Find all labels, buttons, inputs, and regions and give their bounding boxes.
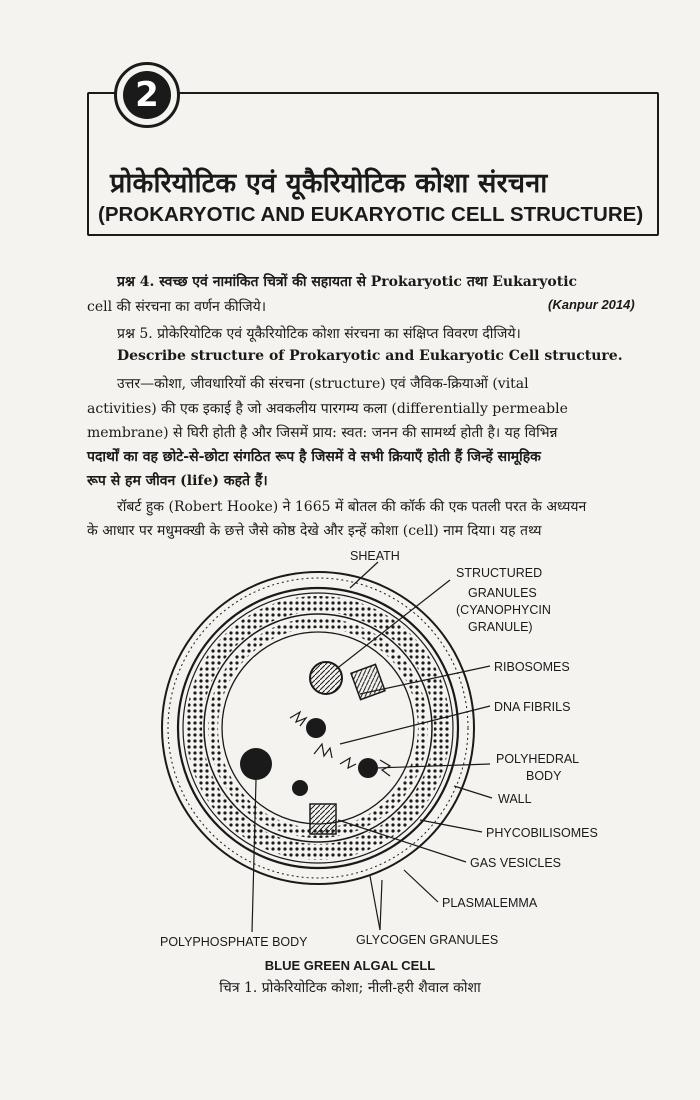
chapter-title-hindi: प्रोकेरियोटिक एवं यूकैरियोटिक कोशा संरचना bbox=[110, 168, 548, 199]
polyphosphate-body bbox=[240, 748, 272, 780]
label-wall: WALL bbox=[498, 792, 532, 806]
chapter-title-english: (PROKARYOTIC AND EUKARYOTIC CELL STRUCTURE) bbox=[98, 203, 644, 226]
answer-line1: उत्तर—कोशा, जीवधारियों की संरचना (structure) एवं जैविक-क्रियाओं (vital bbox=[117, 376, 529, 392]
question4-citation: (Kanpur 2014) bbox=[548, 297, 635, 312]
label-granule: GRANULE) bbox=[468, 620, 533, 634]
question5-line1: प्रश्न 5. प्रोकेरियोटिक एवं यूकैरियोटिक कोशा संरचना का संक्षिप्त विवरण दीजिये। bbox=[117, 326, 521, 342]
polyhedral-body-small bbox=[306, 718, 326, 738]
question4-line2: cell की संरचना का वर्णन कीजिये। bbox=[87, 299, 267, 315]
blue-green-algal-cell-diagram bbox=[0, 540, 700, 960]
chapter-number-badge bbox=[114, 62, 180, 128]
label-phycobilisomes: PHYCOBILISOMES bbox=[486, 826, 598, 840]
hooke-line2: के आधार पर मधुमक्खी के छत्ते जैसे कोष्ठ देखे और इन्हें कोशा (cell) नाम दिया। यह तथ्य bbox=[87, 523, 542, 539]
answer-line4: पदार्थों का वह छोटे-से-छोटा संगठित रूप है जिसमें वे सभी क्रियाएँ होती हैं जिन्हें सामूहिक bbox=[87, 449, 541, 465]
question5-line2: Describe structure of Prokaryotic and Eukaryotic Cell structure. bbox=[117, 348, 623, 364]
label-plasmalemma: PLASMALEMMA bbox=[442, 896, 538, 910]
label-polyphosphate-body: POLYPHOSPHATE BODY bbox=[160, 935, 308, 949]
label-structured: STRUCTURED bbox=[456, 566, 543, 580]
label-dna-fibrils: DNA FIBRILS bbox=[494, 700, 571, 714]
label-granules: GRANULES bbox=[468, 586, 537, 600]
chapter-number: 2 bbox=[123, 71, 171, 119]
polyhedral-body bbox=[358, 758, 378, 778]
label-cyanophycin: (CYANOPHYCIN bbox=[456, 603, 551, 617]
figure-caption-english: BLUE GREEN ALGAL CELL bbox=[264, 958, 436, 973]
label-ribosomes: RIBOSOMES bbox=[494, 660, 570, 674]
answer-line2: activities) की एक इकाई है जो अवकलीय पारगम्य कला (differentially permeable bbox=[87, 401, 568, 417]
label-gas-vesicles: GAS VESICLES bbox=[470, 856, 562, 870]
hooke-line1: रॉबर्ट हुक (Robert Hooke) ने 1665 में बोतल की कॉर्क की एक पतली परत के अध्ययन bbox=[117, 499, 587, 515]
label-glycogen-granules: GLYCOGEN GRANULES bbox=[356, 933, 499, 947]
answer-line3: membrane) से घिरी होती है और जिसमें प्राय: स्वत: जनन की सामर्थ्य होती है। यह विभिन्न bbox=[87, 425, 558, 441]
glycogen-granule bbox=[292, 780, 308, 796]
label-sheath: SHEATH bbox=[350, 549, 400, 563]
cyanophycin-granule bbox=[310, 662, 342, 694]
question4-line1: प्रश्न 4. स्वच्छ एवं नामांकित चित्रों की सहायता से Prokaryotic तथा Eukaryotic bbox=[117, 274, 578, 290]
gas-vesicle-bottom bbox=[310, 804, 336, 834]
label-body: BODY bbox=[526, 769, 562, 783]
answer-line5: रूप से हम जीवन (life) कहते हैं। bbox=[87, 473, 268, 489]
label-polyhedral: POLYHEDRAL bbox=[496, 752, 580, 766]
figure-caption-hindi: चित्र 1. प्रोकेरियोटिक कोशा; नीली-हरी शैवाल कोशा bbox=[219, 980, 481, 996]
